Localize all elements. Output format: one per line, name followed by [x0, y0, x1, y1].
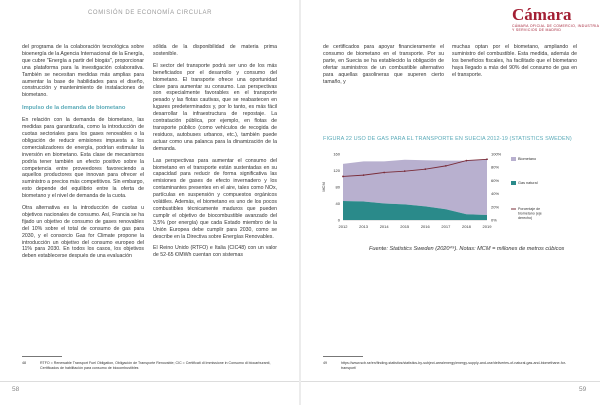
figure-title: FIGURA 22 USO DE GAS PARA EL TRANSPORTE EN SUECIA 2012-19 (STATISTICS SWEDEN) [323, 136, 572, 142]
logo-subtitle: CÁMARA OFICIAL DE COMERCIO, INDUSTRIA Y SERVICIOS DE MADRID [512, 24, 600, 32]
x-tick-label: 2019 [482, 224, 492, 229]
legend-swatch [511, 157, 516, 161]
y-tick-label: 160 [333, 151, 340, 157]
right-column-1 [323, 44, 444, 90]
series-point-porcentaje [363, 174, 365, 176]
y-tick-label: 40 [335, 201, 340, 206]
logo-wordmark: Cámara [512, 5, 572, 24]
y-axis-label: MCM [321, 182, 326, 192]
legend-label: biometano (eje [518, 211, 542, 216]
series-point-porcentaje [342, 176, 344, 178]
page-number: 59 [579, 386, 587, 393]
x-tick-label: 2013 [359, 224, 369, 229]
x-tick-label: 2015 [400, 224, 410, 229]
footnote-number: 48 [22, 361, 26, 365]
paragraph: El sector del transporte podrá ser uno de los más beneficiados por el desarrollo y consumo del biometano. El transporte ofrece una oportunidad clave para aumentar su consumo. Las perspectivas son especialmente favorables en el transporte pesado y las flotas cautivas, que se reabastecen en lugares predeterminados y, por lo tanto, es más fácil desarrollar la infraestructura de repostaje. La contratación pública, por ejemplo, en flotas de transporte público (como vehículos de recogida de residuos, autobuses urbanos, etc.), también puede actuar como una palanca para la dinamización de la demanda. [153, 62, 277, 152]
legend-label: Porcentaje de [518, 207, 541, 211]
y2-tick-label: 40% [491, 191, 500, 197]
gas-transport-chart [319, 148, 581, 240]
paragraph: de certificados para apoyar financieramente el consumo de biometano en el transporte. Por su parte, en Suecia se ha establecido la obligación de ofertar suministros de un combustible alternativo para aquellas gasolineras que superen cierto tamaño, y [323, 44, 444, 85]
page-bottom-rule [0, 381, 299, 382]
footnote-number: 49 [323, 361, 327, 365]
y2-tick-label: 0% [491, 217, 497, 223]
footnote-rule [22, 356, 62, 357]
legend-label: derecho) [518, 216, 533, 220]
right-page [301, 0, 600, 405]
footnote-rule [323, 356, 363, 357]
right-column-2 [452, 44, 577, 84]
footnote-text: RTFO = Renewable Transport Fuel Obligation, Obligación de Transporte Renovable; CIC = Certificati di Immissione in Consumo di biocarburanti, Certificados de habilitación para consumo de biocombustibles [40, 361, 271, 370]
y-tick-label: 80 [335, 184, 340, 190]
section-heading: Impulso de la demanda de biometano [22, 105, 126, 112]
x-tick-label: 2017 [441, 224, 451, 229]
series-point-porcentaje [404, 170, 406, 172]
x-tick-label: 2018 [461, 224, 471, 229]
left-column-1 [22, 44, 144, 265]
figure-caption: Fuente: Statistics Sweden (2020⁴⁹). Notas: MCM = millones de metros cúbicos [369, 246, 565, 252]
y-tick-label: 0 [337, 217, 340, 223]
header-title: COMISIÓN DE ECONOMÍA CIRCULAR [88, 10, 213, 16]
footnote-text: https://www.scb.se/en/finding-statistics/statistics-by-subject-area/energy/energy-supply-and-use/deliveries-of-natural-gas-and-biomethane-for-transport/ [341, 361, 567, 370]
paragraph: Otra alternativa es la introducción de cuotas u objetivos nacionales de consumo. Así, Francia se ha fijado un objetivo de consumo de gases renovables del 10% sobre el total de consumo de gas para 2030, y el consorcio Gas for Climate propone la introducción un objetivo del consumo europeo del 11% para 2030. En todos los casos, los objetivos deben establecerse después de una evaluación [22, 205, 144, 260]
series-point-porcentaje [486, 158, 488, 160]
legend-label: Biometano [518, 157, 537, 161]
camara-logo [512, 6, 600, 32]
y2-tick-label: 100% [491, 151, 502, 157]
y2-tick-label: 60% [491, 177, 500, 183]
left-column-2 [153, 44, 277, 264]
series-point-porcentaje [424, 168, 426, 170]
paragraph: El Reino Unido (RTFO) e Italia (CIC48) con un valor de 52-65 €/MWh cuentan con sistemas [153, 245, 277, 259]
x-tick-label: 2014 [379, 224, 389, 229]
y2-tick-label: 20% [491, 204, 500, 210]
page-bottom-rule [301, 381, 600, 382]
legend-swatch [511, 181, 516, 185]
left-page [0, 0, 299, 405]
paragraph: En relación con la demanda de biometano, las medidas para garantizarla, como la introducción de cuotas sectoriales para los gases renovables o la obligación de reducir emisiones impuesta a los comercializadores de energía, podrían estimular la inversión en biometano. Esta clase de mecanismos podría tener también un efecto positivo sobre la competencia entre proveedores favoreciendo a aquellos productores que innovan para ofrecer el suministro a precios más competitivos. Sin embargo, esto depende del equilibrio entre la oferta de biometano y el nivel de demanda de la cuota. [22, 117, 144, 200]
paragraph: sólida de la disponibilidad de materia prima sostenible. [153, 44, 277, 57]
x-tick-label: 2012 [338, 224, 348, 229]
y2-tick-label: 80% [491, 164, 500, 170]
paragraph: Las perspectivas para aumentar el consumo del biometano en el transporte están sustentadas en su capacidad para reducir de forma significativa las emisiones de gases de efecto invernadero y los contaminantes presentes en el aire, tales como NOx, partículas en suspensión y compuestos orgánicos volátiles. Además, el biometano es uno de los pocos combustibles técnicamente maduros que pueden cumplir el objetivo de biocombustible avanzado del 3,5% (por energía) que cada Estado miembro de la Unión Europea debe cumplir para 2030, como se describe en la Directiva sobre Energías Renovables. [153, 157, 277, 240]
paragraph: muchas optan por el biometano, ampliando el suministro del combustible. Esta medida, además de los beneficios fiscales, ha facilitado que el biometano haya llegado a más del 90% del consumo de gas en el transporte. [452, 44, 577, 78]
paragraph: del programa de la colaboración tecnológica sobre bioenergía de la Agencia Internacional de la Energía, que cubre "Energía a partir del biogás", proporcionar una plataforma para la investigación colaborativa. También se necesitan medidas más amplias para aumentar la base de habilidades para el diseño, construcción y mantenimiento de instalaciones de biometano. [22, 44, 144, 99]
series-point-porcentaje [445, 165, 447, 167]
series-point-porcentaje [466, 160, 468, 162]
series-point-porcentaje [383, 172, 385, 174]
page-number: 58 [12, 386, 20, 393]
y-tick-label: 120 [333, 168, 340, 173]
x-tick-label: 2016 [420, 224, 430, 229]
legend-label: Gas natural [518, 181, 538, 185]
